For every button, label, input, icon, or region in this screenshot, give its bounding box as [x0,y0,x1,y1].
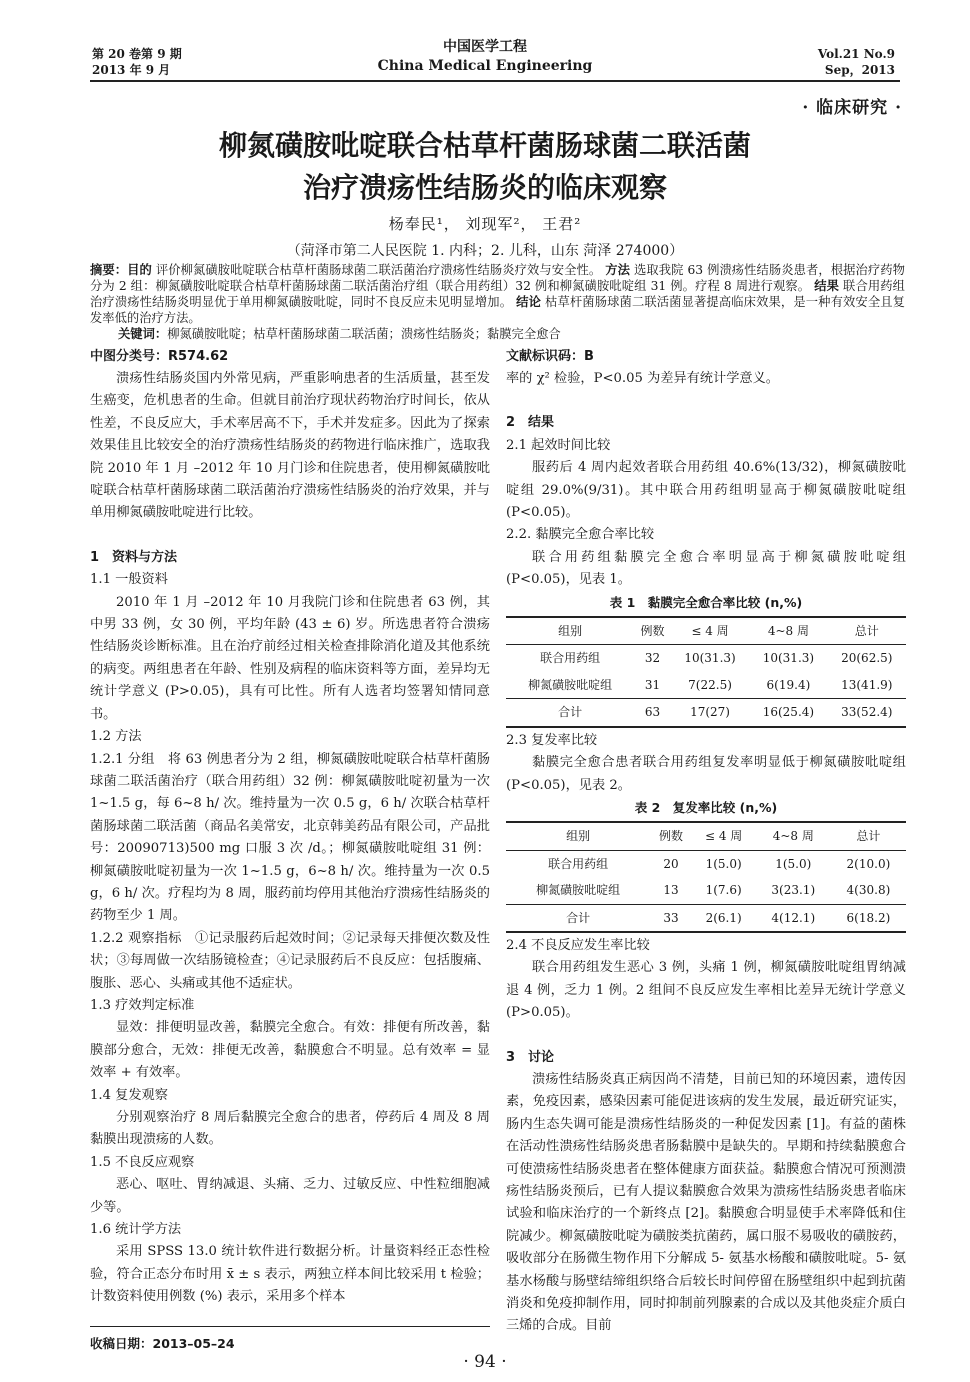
table-cell: 联合用药组 [548,856,609,871]
table-header-cell: 总计 [828,617,906,645]
table-cell: 1(5.0) [705,856,742,871]
table-2 [506,821,906,933]
header-rule [90,80,900,82]
section-1-2-2-text: 1.2.2 观察指标 ①记录服药后起效时间；②记录每天排便次数及性状；③每周做一次结肠镜检查；④记录服药后不良反应：包括腹痛、腹胀、恶心、头痛或其他不适症状。 [90,930,490,991]
conclusion-text: 枯草杆菌肠球菌二联活菌显著提高临床效果，是一种有效安全且复发率低的治疗方法。 [90,295,905,325]
table-cell: 17(27) [671,699,749,727]
section-1-4-heading: 1.4 复发观察 [90,1087,168,1103]
affiliation: （菏泽市第二人民医院 1. 内科；2. 儿科，山东 菏泽 274000） [286,243,684,259]
section-2-3-text: 黏膜完全愈合患者联合用药组复发率明显低于柳氮磺胺吡啶组 (P<0.05)，见表 2。 [506,755,906,793]
section-1-4-text: 分别观察治疗 8 周后黏膜完全愈合的患者，停药后 4 周及 8 周黏膜出现溃疡的人数。 [90,1110,490,1148]
clc-number: 中图分类号：R574.62 [90,349,229,364]
abstract-label: 摘要： [90,263,128,277]
table-cell: 1(7.6) [705,883,742,898]
keywords [118,326,908,342]
section-1-3-text: 显效：排便明显改善，黏膜完全愈合。有效：排便有所改善，黏膜部分愈合，无效：排便无改善，黏膜愈合不明显。总有效率 = 显效率 + 有效率。 [90,1020,490,1081]
table-cell: 7(22.5) [688,677,732,692]
conclusion-label: 结论 [516,295,541,309]
table-header-cell: 例数 [650,822,691,850]
result-text: 联合用药组治疗溃疡性结肠炎明显优于单用柳氮磺胺吡啶，同时不良反应未见明显增加。 [90,279,905,309]
section-2-4-heading: 2.4 不良反应发生率比较 [506,937,650,953]
table-cell: 柳氮磺胺吡啶组 [528,677,613,692]
table-cell: 2(6.1) [692,904,756,932]
table-1-header-row [506,617,906,645]
keywords-label: 关键词： [118,327,168,341]
section-1-heading: 1 资料与方法 [90,549,178,565]
section-1-1-heading: 1.1 一般资料 [90,572,168,588]
stats-continuation: 率的 χ² 检验，P<0.05 为差异有统计学意义。 [506,371,779,386]
right-column [506,368,906,1338]
section-1-5-text: 恶心、呕吐、胃纳减退、头痛、乏力、过敏反应、中性粒细胞减少等。 [90,1177,490,1215]
objective-label: 目的 [127,263,152,277]
date-en: Sep，2013 [824,63,895,77]
section-2-2-heading: 2.2. 黏膜完全愈合率比较 [506,527,655,543]
section-1-5-heading: 1.5 不良反应观察 [90,1154,195,1170]
table-cell: 33 [650,904,691,932]
section-2-4-text: 联合用药组发生恶心 3 例，头痛 1 例，柳氮磺胺吡啶组胃纳减退 4 例，乏力 1 例。2 组间不良反应发生率相比差异无统计学意义 (P>0.05)。 [506,960,906,1021]
table-cell: 4(12.1) [756,904,831,932]
section-2-1-heading: 2.1 起效时间比较 [506,437,611,453]
table-header-cell: 组别 [506,617,634,645]
table-row [506,645,906,672]
result-label: 结果 [814,279,840,293]
section-1-6-text: 采用 SPSS 13.0 统计软件进行数据分析。计量资料经正态性检验，符合正态分布时用 x̄ ± s 表示，两独立样本间比较采用 t 检验；计数资料使用例数 (%) 表示，采用多个样本 [90,1244,490,1305]
table-cell: 合计 [506,699,634,727]
method-text: 选取我院 63 例溃疡性结肠炎患者，根据治疗药物分为 2 组：柳氮磺胺吡啶联合枯草杆菌肠球菌二联活菌治疗组（联合用药组）32 例和柳氮磺胺吡啶组 31 例。疗程 8 周进行观察。 [90,263,905,293]
table-header-cell: 例数 [634,617,671,645]
footnote-rule [90,1326,490,1327]
section-1-2-heading: 1.2 方法 [90,729,142,745]
table-cell: 6(19.4) [766,677,811,692]
abstract [90,262,905,326]
volume-cn: 第 20 卷第 9 期 [92,47,182,61]
section-2-1-text: 服药后 4 周内起效者联合用药组 40.6%(13/32)，柳氮磺胺吡啶组 29.0%(9/31)。其中联合用药组明显高于柳氮磺胺吡啶组 (P<0.05)。 [506,460,906,521]
table-row [506,850,906,877]
received-date: 收稿日期：2013–05–24 [90,1336,235,1351]
header-issue [818,46,895,78]
table-2-header-row [506,822,906,850]
table-total-row [506,904,906,932]
date-cn: 2013 年 9 月 [92,63,171,77]
table-total-row [506,699,906,727]
table-cell: 20 [663,856,679,871]
table-cell: 1(5.0) [775,856,812,871]
table-row [506,672,906,699]
table-cell: 4(30.8) [846,883,891,898]
table-header-cell: 4~8 周 [749,617,827,645]
table-1 [506,616,906,728]
table-2-caption: 表 2 复发率比较 (n,%) [634,799,778,815]
table-cell: 31 [644,677,661,692]
section-3-heading: 3 讨论 [506,1049,555,1065]
table-header-cell: 总计 [831,822,906,850]
objective-text: 评价柳氮磺胺吡啶联合枯草杆菌肠球菌二联活菌治疗溃疡性结肠炎疗效与安全性。 [155,263,602,277]
table-cell: 13(41.9) [841,677,893,692]
section-1-2-1-text: 1.2.1 分组 将 63 例患者分为 2 组，柳氮磺胺吡啶联合枯草杆菌肠球菌二联活菌治疗（联合用药组）32 例：柳氮磺胺吡啶初量为一次 1~1.5 g，每 6~8 h/ 次。维持量为一次 0.5 g，6 h/ 次联合枯草杆菌肠球菌二联活菌（商品名美常安，北京韩美药品有限公司，产品批号：20090713)500 mg 口服 3 次 /d。；柳氮磺胺吡啶组 31 例：柳氮磺胺吡啶初量为一次 1~1.5 g，6~8 h/ 次。维持量为一次 0.5 g，6 h/ 次。疗程均为 8 周，服药前均停用其他治疗溃疡性结肠炎的药物至少 1 周。 [90,751,490,924]
intro-paragraph: 溃疡性结肠炎国内外常见病，严重影响患者的生活质量，甚至发生癌变，危机患者的生命。但就目前治疗现状药物治疗时间长，依从性差，不良反应大，手术率居高不下，手术并发症多。因此为了探索效果佳且比较安全的治疗溃疡性结肠炎的药物进行临床推广，选取我院 2010 年 1 月 –2012 年 10 月门诊和住院患者，使用柳氮磺胺吡啶联合枯草杆菌肠球菌二联活菌治疗溃疡性结肠炎的治疗效果，并与单用柳氮磺胺吡啶进行比较。 [90,371,490,521]
section-tag: · 临床研究 · [802,98,902,118]
section-2-heading: 2 结果 [506,415,555,431]
table-cell: 10(31.3) [684,651,736,666]
table-1-caption: 表 1 黏膜完全愈合率比较 (n,%) [609,594,803,610]
table-cell: 2(10.0) [846,856,891,871]
table-cell: 33(52.4) [828,699,906,727]
article-title [0,125,970,209]
section-2-3-heading: 2.3 复发率比较 [506,732,598,748]
table-cell: 10(31.3) [762,651,815,666]
page-number: · 94 · [463,1352,507,1372]
section-3-text: 溃疡性结肠炎真正病因尚不清楚，目前已知的环境因素，遗传因素，免疫因素，感染因素可能促进该病的发生发展，最近研究证实，肠内生态失调可能是溃疡性结肠炎的一种促发因素 [1]。有益的菌株在活动性溃疡性结肠炎患者肠黏膜中是缺失的。早期和持续黏膜愈合可使溃疡性结肠炎患者在整体健康方面获益。黏膜愈合情况可预测溃疡性结肠炎预后，已有人提议黏膜愈合效果为溃疡性结肠炎患者临床试验和临床治疗的一个新终点 [2]。黏膜愈合明显使手术率降低和住院减少。柳氮磺胺吡啶为磺胺类抗菌药，属口服不易吸收的磺胺药，吸收部分在肠微生物作用下分解成 5- 氨基水杨酸和磺胺吡啶。5- 氨基水杨酸与肠壁结缔组织络合后较长时间停留在肠壁组织中起到抗菌消炎和免疫抑制作用，同时抑制前列腺素的合成以及其他炎症介质白三烯的合成。目前 [506,1071,906,1334]
method-label: 方法 [605,263,630,277]
table-cell: 32 [644,651,661,666]
keywords-text: 柳氮磺胺吡啶；枯草杆菌肠球菌二联活菌；溃疡性结肠炎；黏膜完全愈合 [167,327,561,341]
table-header-cell: 4~8 周 [756,822,831,850]
table-header-cell: ≤ 4 周 [692,822,756,850]
table-row [506,877,906,904]
authors: 杨奉民¹， 刘现军²， 王君² [388,215,582,233]
table-cell: 联合用药组 [540,651,601,666]
table-cell: 63 [634,699,671,727]
table-cell: 合计 [506,904,650,932]
table-header-cell: ≤ 4 周 [671,617,749,645]
section-1-3-heading: 1.3 疗效判定标准 [90,997,195,1013]
table-cell: 柳氮磺胺吡啶组 [536,883,621,898]
table-cell: 3(23.1) [771,883,816,898]
journal-cn: 中国医学工程 [443,39,527,55]
table-cell: 6(18.2) [831,904,906,932]
table-cell: 16(25.4) [749,699,827,727]
section-1-6-heading: 1.6 统计学方法 [90,1222,182,1238]
table-cell: 20(62.5) [841,651,893,666]
document-code: 文献标识码：B [506,349,594,364]
table-header-cell: 组别 [506,822,650,850]
volume-en: Vol.21 No.9 [817,47,895,61]
journal-en: China Medical Engineering [377,58,593,74]
title-line-1: 柳氮磺胺吡啶联合枯草杆菌肠球菌二联活菌 [218,129,751,162]
section-1-1-text: 2010 年 1 月 –2012 年 10 月我院门诊和住院患者 63 例，其中男 33 例，女 30 例，平均年龄 (43 ± 6) 岁。所选患者符合溃疡性结肠炎诊断标准。且在治疗前经过相关检查排除消化道及其他系统的病变。两组患者在年龄、性别及病程的临床资料等方面，差异均无统计学意义 (P>0.05)，具有可比性。所有人选者均签署知情同意书。 [90,594,490,722]
section-2-2-text: 联合用药组黏膜完全愈合率明显高于柳氮磺胺吡啶组 (P<0.05)，见表 1。 [506,549,906,588]
left-column [90,368,490,1309]
table-cell: 13 [663,883,679,898]
title-line-2: 治疗溃疡性结肠炎的临床观察 [302,171,667,204]
